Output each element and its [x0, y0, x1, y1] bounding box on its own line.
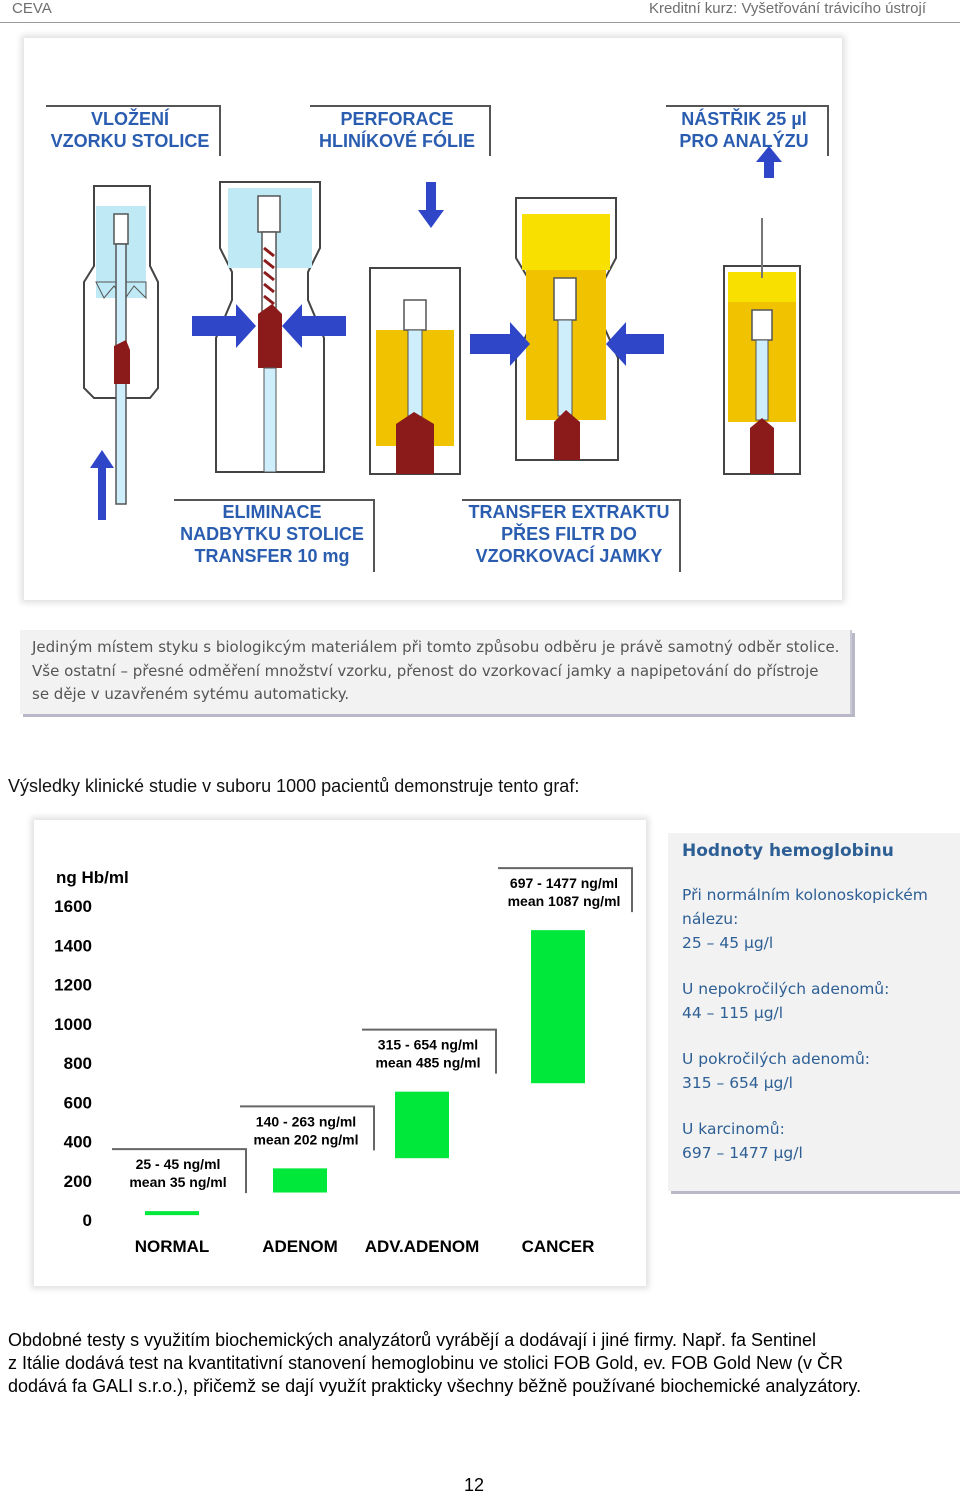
side-line: U pokročilých adenomů:	[682, 1050, 870, 1068]
hemoglobin-chart	[34, 820, 646, 1286]
range-annotation: mean 35 ng/ml	[129, 1174, 227, 1191]
y-tick-label: 600	[63, 1093, 92, 1113]
bottom-line: dodává fa GALI s.r.o.), přičemž se dají využít prakticky všechny běžně používané biochemické analyzátory.	[8, 1376, 862, 1396]
side-line: U karcinomů:	[682, 1120, 785, 1138]
page-number: 12	[463, 1475, 485, 1495]
hemoglobin-values-box	[668, 833, 960, 1191]
y-tick-label: 1600	[54, 897, 92, 916]
page-header	[0, 0, 960, 23]
range-annotation: mean 1087 ng/ml	[507, 893, 621, 910]
side-value: 697 – 1477 µg/l	[682, 1144, 803, 1162]
step4-line2: NADBYTKU STOLICE	[180, 524, 364, 544]
range-bar	[273, 1168, 327, 1192]
side-group-adv-adenoma	[682, 1047, 960, 1095]
sampling-diagram-svg	[24, 38, 842, 600]
y-tick-label: 1200	[54, 975, 92, 995]
chart-intro: Výsledky klinické studie v suboru 1000 pacientů demonstruje tento graf:	[8, 776, 580, 796]
step2-line1: PERFORACE	[340, 109, 454, 129]
step5-line2: PŘES FILTR DO	[501, 524, 637, 544]
header-right-text: Kreditní kurz: Vyšetřování trávicího ústrojí	[648, 0, 926, 17]
x-category-label: CANCER	[521, 1237, 595, 1256]
hemoglobin-chart-svg	[34, 820, 646, 1286]
side-title: Hodnoty hemoglobinu	[682, 841, 894, 861]
x-category-label: ADV.ADENOM	[364, 1237, 480, 1256]
y-tick-label: 1000	[54, 1014, 92, 1034]
y-tick-label: 400	[63, 1132, 92, 1152]
bottom-paragraph	[8, 1329, 948, 1398]
side-group-normal	[682, 883, 960, 955]
x-category-label: NORMAL	[134, 1237, 210, 1256]
step3-line1: NÁSTŘIK 25 µl	[681, 109, 807, 129]
range-annotation: 315 - 654 ng/ml	[377, 1036, 479, 1053]
side-value: 25 – 45 µg/l	[682, 934, 774, 952]
y-tick-label: 200	[63, 1171, 92, 1191]
range-annotation: mean 202 ng/ml	[253, 1131, 359, 1148]
step2-line2: HLINÍKOVÉ FÓLIE	[318, 131, 476, 151]
side-value: 44 – 115 µg/l	[682, 1004, 784, 1022]
y-tick-label: 800	[63, 1054, 92, 1073]
tube-1	[84, 186, 158, 504]
step4-line1: ELIMINACE	[222, 502, 322, 522]
tube-5	[724, 218, 800, 474]
header-left-text: CEVA	[12, 0, 52, 17]
side-group-cancer	[682, 1117, 960, 1165]
sampling-diagram	[24, 38, 842, 600]
step5-line1: TRANSFER EXTRAKTU	[468, 502, 670, 522]
side-group-adenoma	[682, 977, 960, 1025]
step5-line3: VZORKOVACÍ JAMKY	[475, 546, 663, 566]
arrow-down-icon	[418, 182, 444, 228]
arrow-up-icon	[90, 450, 114, 520]
range-bar	[531, 930, 585, 1083]
figure-caption: Jediným místem styku s biologikcým materiálem při tomto způsobu odběru je právě samotný odběr stolice. Vše ostatní – přesné odměření množství vzorku, přenost do vzorkovací jamky a napipetování do přístroje se děje v uzavřeném sytému automaticky.	[20, 630, 852, 714]
range-annotation: 25 - 45 ng/ml	[135, 1156, 221, 1173]
bottom-line: Obdobné testy s využitím biochemických analyzátorů vyrábějí a dodávají i jiné firmy. Např. fa Sentinel	[8, 1330, 817, 1350]
step4-line3: TRANSFER 10 mg	[194, 546, 350, 566]
bottom-line: z Itálie dodává test na kvantitativní stanovení hemoglobinu ve stolici FOB Gold, ev. FOB Gold New (v ČR	[8, 1353, 844, 1373]
x-category-label: ADENOM	[262, 1237, 338, 1256]
side-value: 315 – 654 µg/l	[682, 1074, 793, 1092]
y-axis-label: ng Hb/ml	[56, 868, 129, 887]
range-annotation: mean 485 ng/ml	[375, 1054, 481, 1071]
step3-line2: PRO ANALÝZU	[679, 131, 809, 151]
y-tick-label: 1400	[54, 936, 92, 956]
range-annotation: 697 - 1477 ng/ml	[509, 875, 619, 892]
side-line: Při normálním kolonoskopickém	[682, 886, 928, 904]
side-line: nálezu:	[682, 910, 739, 928]
range-annotation: 140 - 263 ng/ml	[255, 1113, 357, 1130]
y-tick-label: 0	[82, 1211, 92, 1230]
side-line: U nepokročilých adenomů:	[682, 980, 890, 998]
range-bar	[145, 1211, 199, 1215]
tube-3	[370, 268, 460, 474]
range-bar	[395, 1092, 449, 1159]
step1-line1: VLOŽENÍ	[90, 109, 170, 129]
tube-4	[516, 198, 618, 460]
step1-line2: VZORKU STOLICE	[50, 131, 210, 151]
